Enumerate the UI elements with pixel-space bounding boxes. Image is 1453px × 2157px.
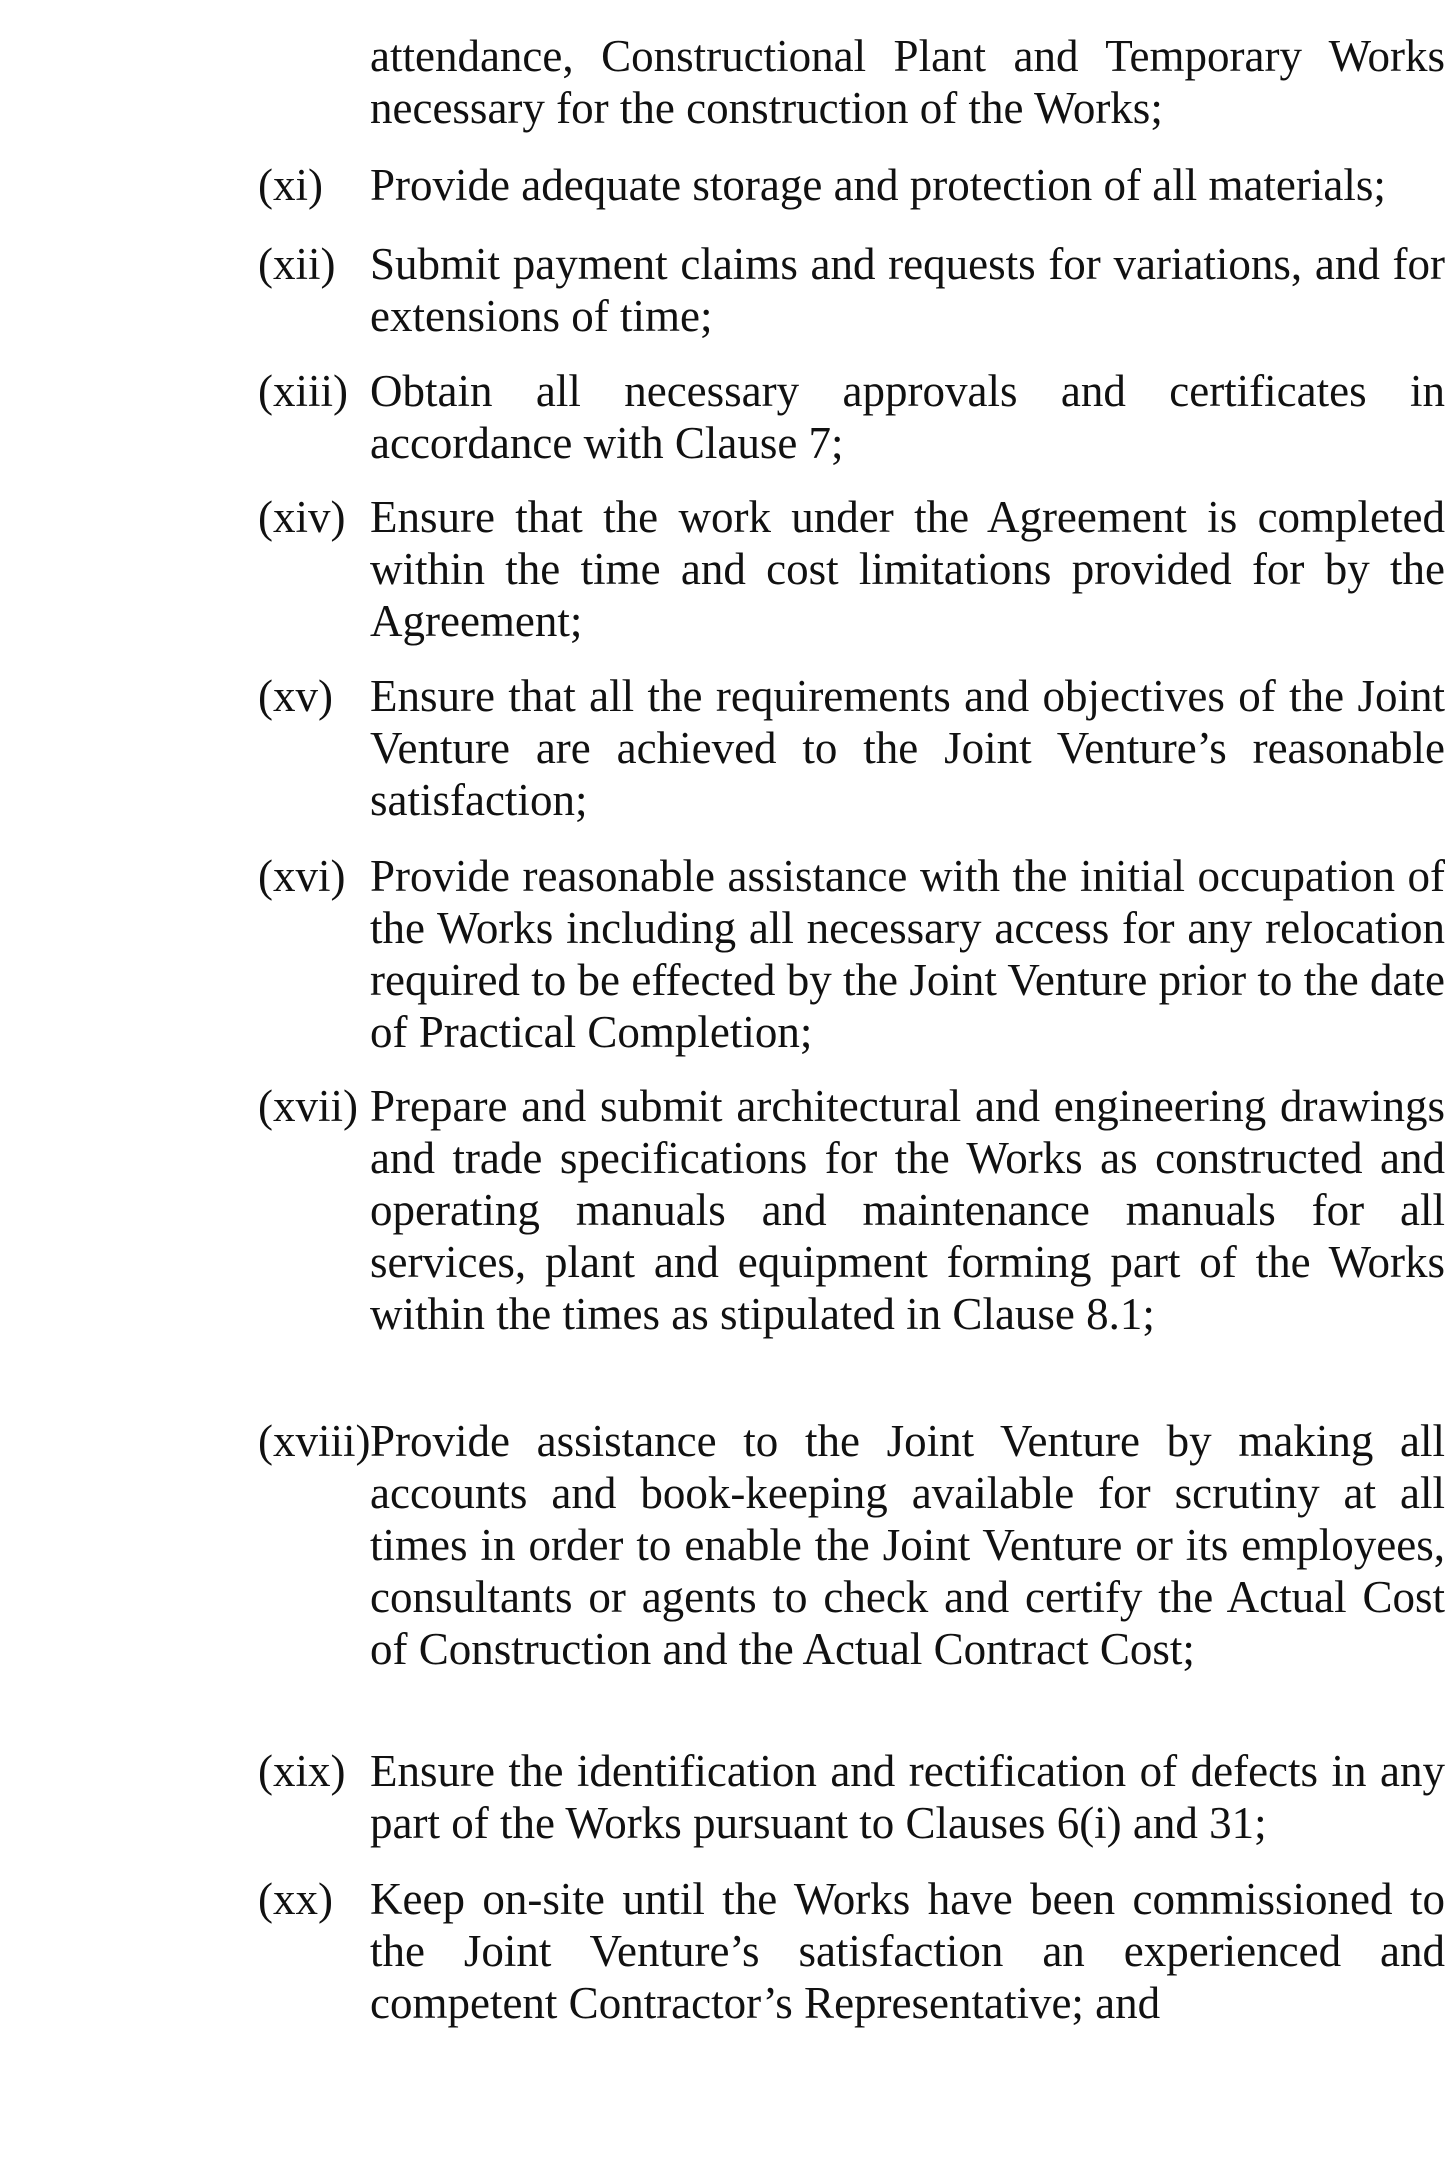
clause-xi (258, 159, 1445, 211)
clause-number: (xiii) (258, 366, 348, 416)
clause-number: (xii) (258, 239, 336, 289)
clause-text: Provide reasonable assistance with the initial occupation of the Works including all necessary access for any relocation required to be effected by the Joint Venture prior to the date of Practical Completion; (370, 851, 1445, 1057)
clause-number: (xvi) (258, 851, 346, 901)
clause-number: (xviii) (258, 1416, 371, 1466)
clause-xvii (258, 1080, 1445, 1340)
clause-number: (xix) (258, 1746, 346, 1796)
clause-text: Ensure that the work under the Agreement is completed within the time and cost limitations provided for by the Agreement; (370, 492, 1445, 646)
clause-text: Provide assistance to the Joint Venture by making all accounts and book-keeping available for scrutiny at all times in order to enable the Joint Venture or its employees, consultants or agents to check and certify the Actual Cost of Construction and the Actual Contract Cost; (370, 1416, 1445, 1674)
clause-text: Obtain all necessary approvals and certificates in accordance with Clause 7; (370, 366, 1445, 468)
clause-number: (xiv) (258, 492, 346, 542)
clause-xvi (258, 850, 1445, 1058)
clause-number: (xvii) (258, 1081, 358, 1131)
clause-text: Prepare and submit architectural and engineering drawings and trade specifications for the Works as constructed and operating manuals and maintenance manuals for all services, plant and equipment forming part of the Works within the times as stipulated in Clause 8.1; (370, 1081, 1445, 1339)
clause-xii (258, 238, 1445, 342)
clause-number: (xv) (258, 671, 333, 721)
clause-text: Provide adequate storage and protection of all materials; (370, 160, 1386, 210)
clause-xx (258, 1873, 1445, 2029)
clause-text: Keep on-site until the Works have been commissioned to the Joint Venture’s satisfaction an experienced and competent Contractor’s Representative; and (370, 1874, 1445, 2028)
clause-xv (258, 670, 1445, 826)
continuation-paragraph: attendance, Constructional Plant and Temporary Works necessary for the construction of the Works; (370, 31, 1445, 133)
clause-xix (258, 1745, 1445, 1849)
clause-xiv (258, 491, 1445, 647)
clause-text: Submit payment claims and requests for variations, and for extensions of time; (370, 239, 1445, 341)
clause-number: (xi) (258, 160, 323, 210)
clause-text: Ensure the identification and rectification of defects in any part of the Works pursuant to Clauses 6(i) and 31; (370, 1746, 1445, 1848)
clause-text: Ensure that all the requirements and objectives of the Joint Venture are achieved to the Joint Venture’s reasonable satisfaction; (370, 671, 1445, 825)
clause-xviii (258, 1415, 1445, 1675)
clause-number: (xx) (258, 1874, 333, 1924)
clause-xiii (258, 365, 1445, 469)
